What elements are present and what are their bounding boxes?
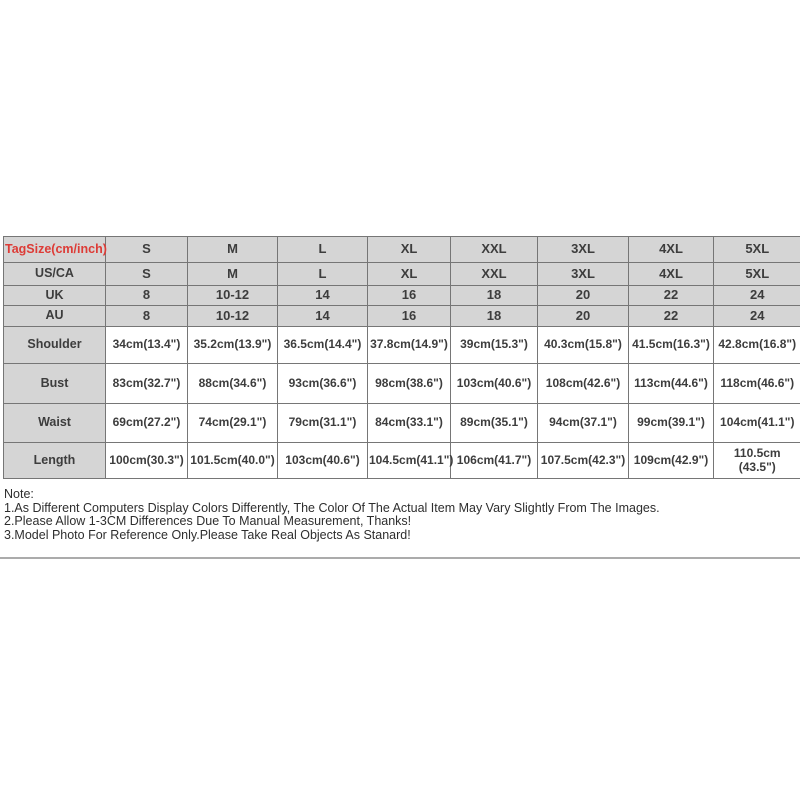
table-cell: 10-12 [188, 286, 278, 306]
table-cell: 84cm(33.1") [368, 404, 451, 443]
table-cell: 40.3cm(15.8") [538, 327, 629, 364]
row-label-au: AU [4, 306, 106, 327]
table-cell: 34cm(13.4") [106, 327, 188, 364]
table-cell: 20 [538, 286, 629, 306]
table-cell: 36.5cm(14.4") [278, 327, 368, 364]
table-row [4, 306, 800, 327]
note-item: 2.Please Allow 1-3CM Differences Due To Manual Measurement, Thanks! [4, 514, 412, 529]
table-cell: 101.5cm(40.0") [188, 443, 278, 479]
table-cell: 35.2cm(13.9") [188, 327, 278, 364]
table-cell: 89cm(35.1") [451, 404, 538, 443]
table-cell: 106cm(41.7") [451, 443, 538, 479]
notes-list [4, 502, 796, 543]
row-label-shoulder: Shoulder [4, 327, 106, 364]
corner-label: TagSize(cm/inch) [4, 237, 106, 263]
table-cell: 108cm(42.6") [538, 364, 629, 404]
table-cell: 8 [106, 306, 188, 327]
column-header-5xl: 5XL [714, 237, 800, 263]
table-row [4, 237, 800, 263]
table-cell: M [188, 263, 278, 286]
column-header-xl: XL [368, 237, 451, 263]
column-header-s: S [106, 237, 188, 263]
table-cell: 24 [714, 286, 800, 306]
column-header-m: M [188, 237, 278, 263]
column-header-xxl: XXL [451, 237, 538, 263]
note-item: 3.Model Photo For Reference Only.Please Take Real Objects As Stanard! [4, 527, 411, 542]
table-cell: 10-12 [188, 306, 278, 327]
size-chart [3, 236, 800, 479]
row-label-us-ca: US/CA [4, 263, 106, 286]
table-cell: 88cm(34.6") [188, 364, 278, 404]
table-cell: 94cm(37.1") [538, 404, 629, 443]
table-cell: 74cm(29.1") [188, 404, 278, 443]
column-header-4xl: 4XL [629, 237, 714, 263]
table-cell: 14 [278, 306, 368, 327]
column-header-l: L [278, 237, 368, 263]
table-cell: 93cm(36.6") [278, 364, 368, 404]
table-cell: S [106, 263, 188, 286]
table-cell: 103cm(40.6") [451, 364, 538, 404]
table-row [4, 404, 800, 443]
table-cell: 104cm(41.1") [714, 404, 800, 443]
table-row [4, 263, 800, 286]
table-cell: 18 [451, 286, 538, 306]
table-cell: 20 [538, 306, 629, 327]
table-cell: 118cm(46.6") [714, 364, 800, 404]
table-cell: 14 [278, 286, 368, 306]
row-label-waist: Waist [4, 404, 106, 443]
table-cell: 79cm(31.1") [278, 404, 368, 443]
size-chart-table [3, 236, 800, 479]
table-cell: XL [368, 263, 451, 286]
table-cell: 5XL [714, 263, 800, 286]
table-row [4, 286, 800, 306]
note-item: 1.As Different Computers Display Colors Differently, The Color Of The Actual Item May Vary Slightly From The Images. [4, 500, 660, 515]
table-cell: 42.8cm(16.8") [714, 327, 800, 364]
table-cell: 18 [451, 306, 538, 327]
table-cell: 24 [714, 306, 800, 327]
notes [4, 488, 796, 542]
table-cell: 22 [629, 306, 714, 327]
table-row [4, 364, 800, 404]
row-label-bust: Bust [4, 364, 106, 404]
table-cell: 100cm(30.3") [106, 443, 188, 479]
table-cell: L [278, 263, 368, 286]
table-row [4, 327, 800, 364]
table-cell: 99cm(39.1") [629, 404, 714, 443]
table-cell: 16 [368, 306, 451, 327]
table-cell: 3XL [538, 263, 629, 286]
table-cell: 98cm(38.6") [368, 364, 451, 404]
table-cell: 83cm(32.7") [106, 364, 188, 404]
table-cell: 109cm(42.9") [629, 443, 714, 479]
table-cell: 37.8cm(14.9") [368, 327, 451, 364]
table-cell: 103cm(40.6") [278, 443, 368, 479]
table-cell: XXL [451, 263, 538, 286]
row-label-uk: UK [4, 286, 106, 306]
table-row [4, 443, 800, 479]
size-chart-body [4, 237, 800, 479]
notes-title: Note: [4, 487, 34, 501]
table-cell: 110.5cm (43.5") [714, 443, 800, 479]
table-cell: 8 [106, 286, 188, 306]
column-header-3xl: 3XL [538, 237, 629, 263]
table-cell: 41.5cm(16.3") [629, 327, 714, 364]
table-cell: 16 [368, 286, 451, 306]
table-cell: 4XL [629, 263, 714, 286]
table-cell: 69cm(27.2") [106, 404, 188, 443]
row-label-length: Length [4, 443, 106, 479]
table-cell: 39cm(15.3") [451, 327, 538, 364]
table-cell: 107.5cm(42.3") [538, 443, 629, 479]
table-cell: 104.5cm(41.1") [368, 443, 451, 479]
table-cell: 22 [629, 286, 714, 306]
table-cell: 113cm(44.6") [629, 364, 714, 404]
divider-line [0, 557, 800, 559]
